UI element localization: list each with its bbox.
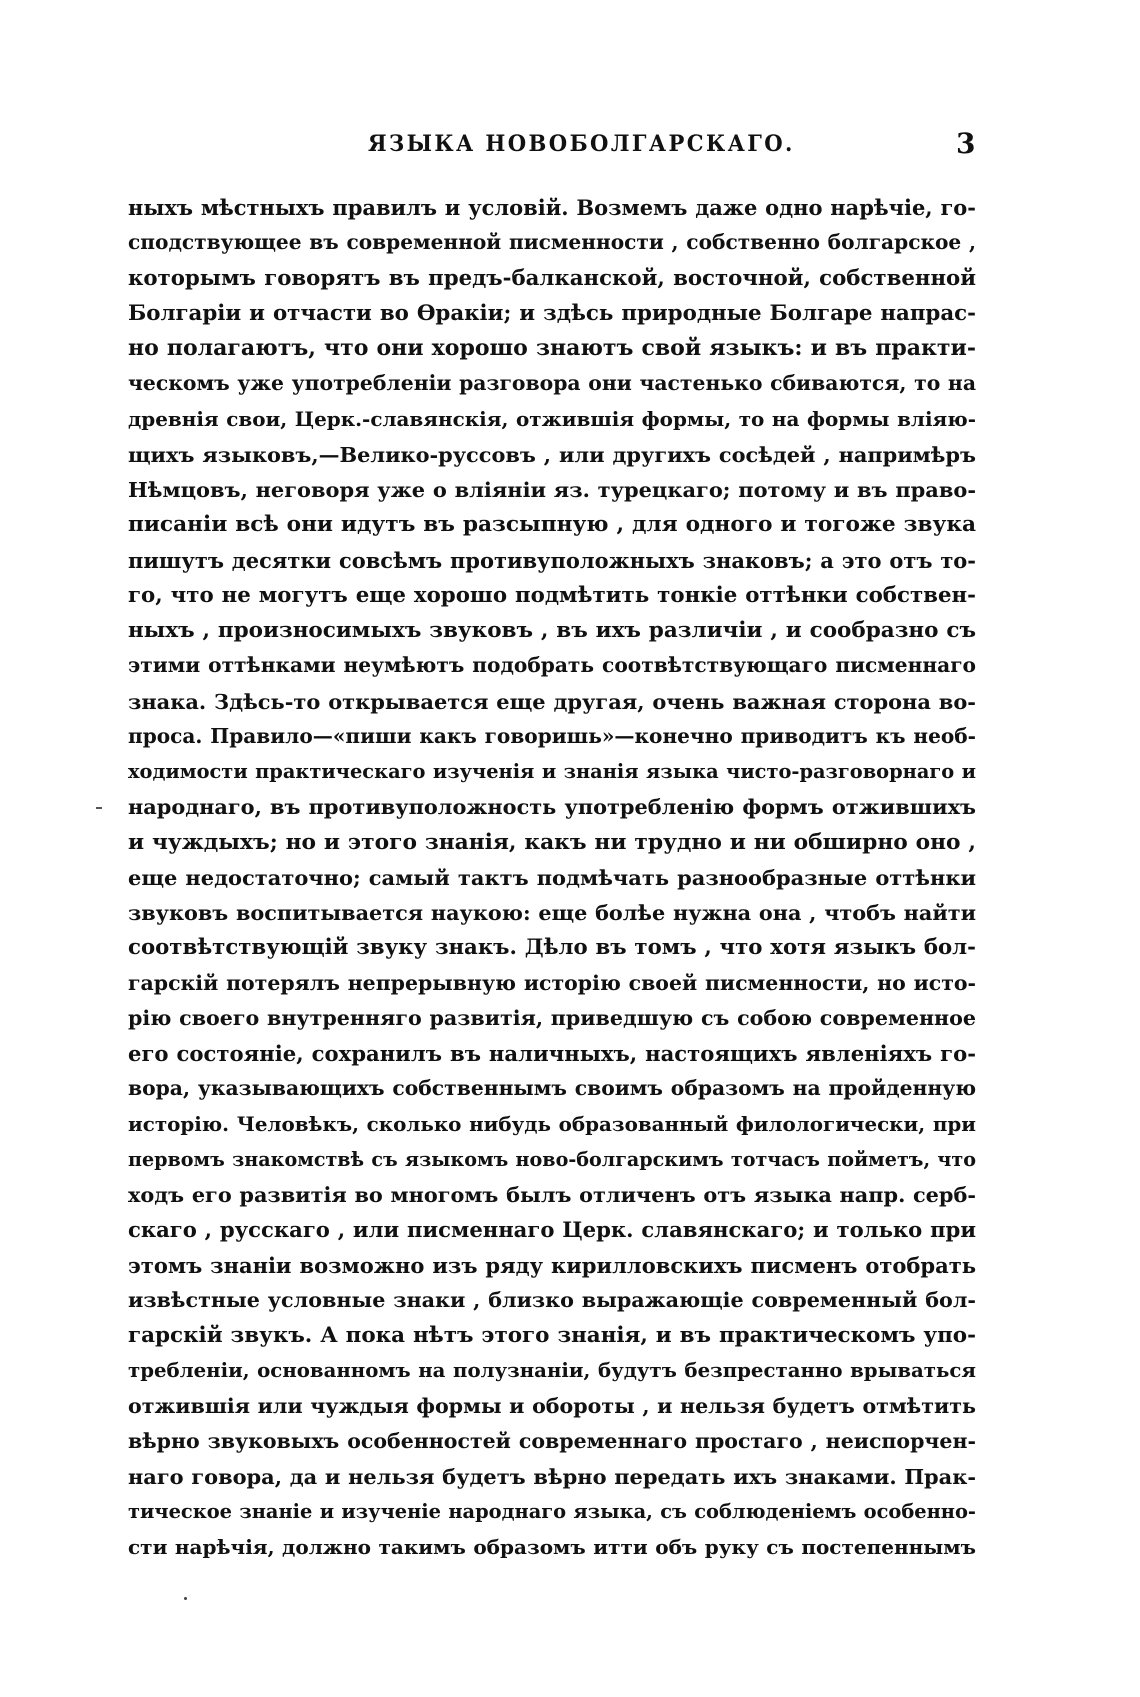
text-line: Нѣмцовъ, неговоря уже о вліяніи яз. турецкаго; потому и въ право- (128, 477, 976, 502)
text-line: вѣрно звуковыхъ особенностей современнаго простаго , неиспорчен- (128, 1428, 976, 1453)
text-line: требленіи, основанномъ на полузнаніи, будутъ безпрестанно врываться (128, 1358, 976, 1383)
page-speck (184, 1597, 187, 1600)
page-number: 3 (956, 127, 976, 160)
text-line: вора, указывающихъ собственнымъ своимъ образомъ на пройденную (128, 1076, 976, 1101)
text-line: еще недостаточно; самый тактъ подмѣчать разнообразные оттѣнки (128, 864, 976, 890)
text-line: этомъ знаніи возможно изъ ряду кирилловскихъ писменъ отобрать (128, 1252, 976, 1278)
text-line: отжившія или чуждыя формы и обороты , и нельзя будетъ отмѣтить (128, 1393, 976, 1418)
text-line: но полагаютъ, что они хорошо знаютъ свой языкъ: и въ практи- (128, 335, 976, 361)
body-text (128, 190, 976, 1565)
text-line: гарскій звукъ. А пока нѣтъ этого знанія, и въ практическомъ упо- (128, 1323, 976, 1348)
text-line: знака. Здѣсь-то открывается еще другая, очень важная сторона во- (128, 688, 976, 714)
text-line: сподствующее въ современной писменности , собственно болгарское , (128, 230, 976, 255)
text-line: наго говора, да и нельзя будетъ вѣрно передать ихъ знаками. Прак- (128, 1464, 976, 1489)
text-line: ныхъ мѣстныхъ правилъ и условій. Возмемъ даже одно нарѣчіе, го- (128, 195, 976, 220)
running-title: ЯЗЫКА НОВОБОЛГАРСКАГО. (368, 131, 795, 157)
text-line: которымъ говорятъ въ предъ-балканской, восточной, собственной (128, 265, 976, 291)
text-line: щихъ языковъ,—Велико-руссовъ , или другихъ сосѣдей , напримѣръ (128, 441, 976, 467)
text-line: ныхъ , произносимыхъ звуковъ , въ ихъ различіи , и сообразно съ (128, 618, 976, 643)
text-line: и чуждыхъ; но и этого знанія, какъ ни трудно и ни обширно оно , (128, 829, 976, 855)
text-line: древнія свои, Церк.-славянскія, отжившія формы, то на формы вліяю- (128, 406, 976, 431)
text-line: ходъ его развитія во многомъ былъ отличенъ отъ языка напр. серб- (128, 1182, 976, 1207)
text-line: первомъ знакомствѣ съ языкомъ ново-болгарскимъ тотчасъ пойметъ, что (128, 1147, 976, 1171)
text-line: соотвѣтствующій звуку знакъ. Дѣло въ томъ , что хотя языкъ бол- (128, 935, 976, 961)
text-line: писаніи всѣ они идутъ въ разсыпную , для одного и тогоже звука (128, 512, 976, 538)
text-line: тическое знаніе и изученіе народнаго языка, съ соблюденіемъ особенно- (128, 1500, 976, 1524)
text-line: скаго , русскаго , или писменнаго Церк. славянскаго; и только при (128, 1217, 976, 1243)
text-line: гарскій потерялъ непрерывную исторію своей писменности, но исто- (128, 970, 976, 995)
text-line: звуковъ воспитывается наукою: еще болѣе нужна она , чтобъ найти (128, 900, 976, 925)
text-line: сти нарѣчія, должно такимъ образомъ итти объ руку съ постепеннымъ (128, 1534, 976, 1559)
text-line: народнаго, въ противуположность употребленію формъ отжившихъ (128, 794, 976, 820)
margin-mark (96, 807, 102, 809)
text-line: ходимости практическаго изученія и знанія языка чисто-разговорнаго и (128, 760, 976, 783)
text-line: ческомъ уже употребленіи разговора они частенько сбиваются, то на (128, 371, 976, 396)
text-line: проса. Правило—«пиши какъ говоришь»—конечно приводитъ къ необ- (128, 723, 976, 748)
text-line: его состояніе, сохранилъ въ наличныхъ, настоящихъ явленіяхъ го- (128, 1041, 976, 1066)
text-line: Болгаріи и отчасти во Ѳракіи; и здѣсь природные Болгаре напрас- (128, 300, 976, 326)
text-line: пишутъ десятки совсѣмъ противуположныхъ знаковъ; а это отъ то- (128, 547, 976, 573)
text-line: исторію. Человѣкъ, сколько нибудь образованный филологически, при (128, 1111, 976, 1136)
text-line: рію своего внутренняго развитія, приведшую съ собою современное (128, 1005, 976, 1030)
text-line: го, что не могутъ еще хорошо подмѣтить тонкіе оттѣнки собствен- (128, 582, 976, 608)
text-line: этими оттѣнками неумѣютъ подобрать соотвѣтствующаго писменнаго (128, 653, 976, 678)
text-line: извѣстные условные знаки , близко выражающіе современный бол- (128, 1287, 976, 1312)
